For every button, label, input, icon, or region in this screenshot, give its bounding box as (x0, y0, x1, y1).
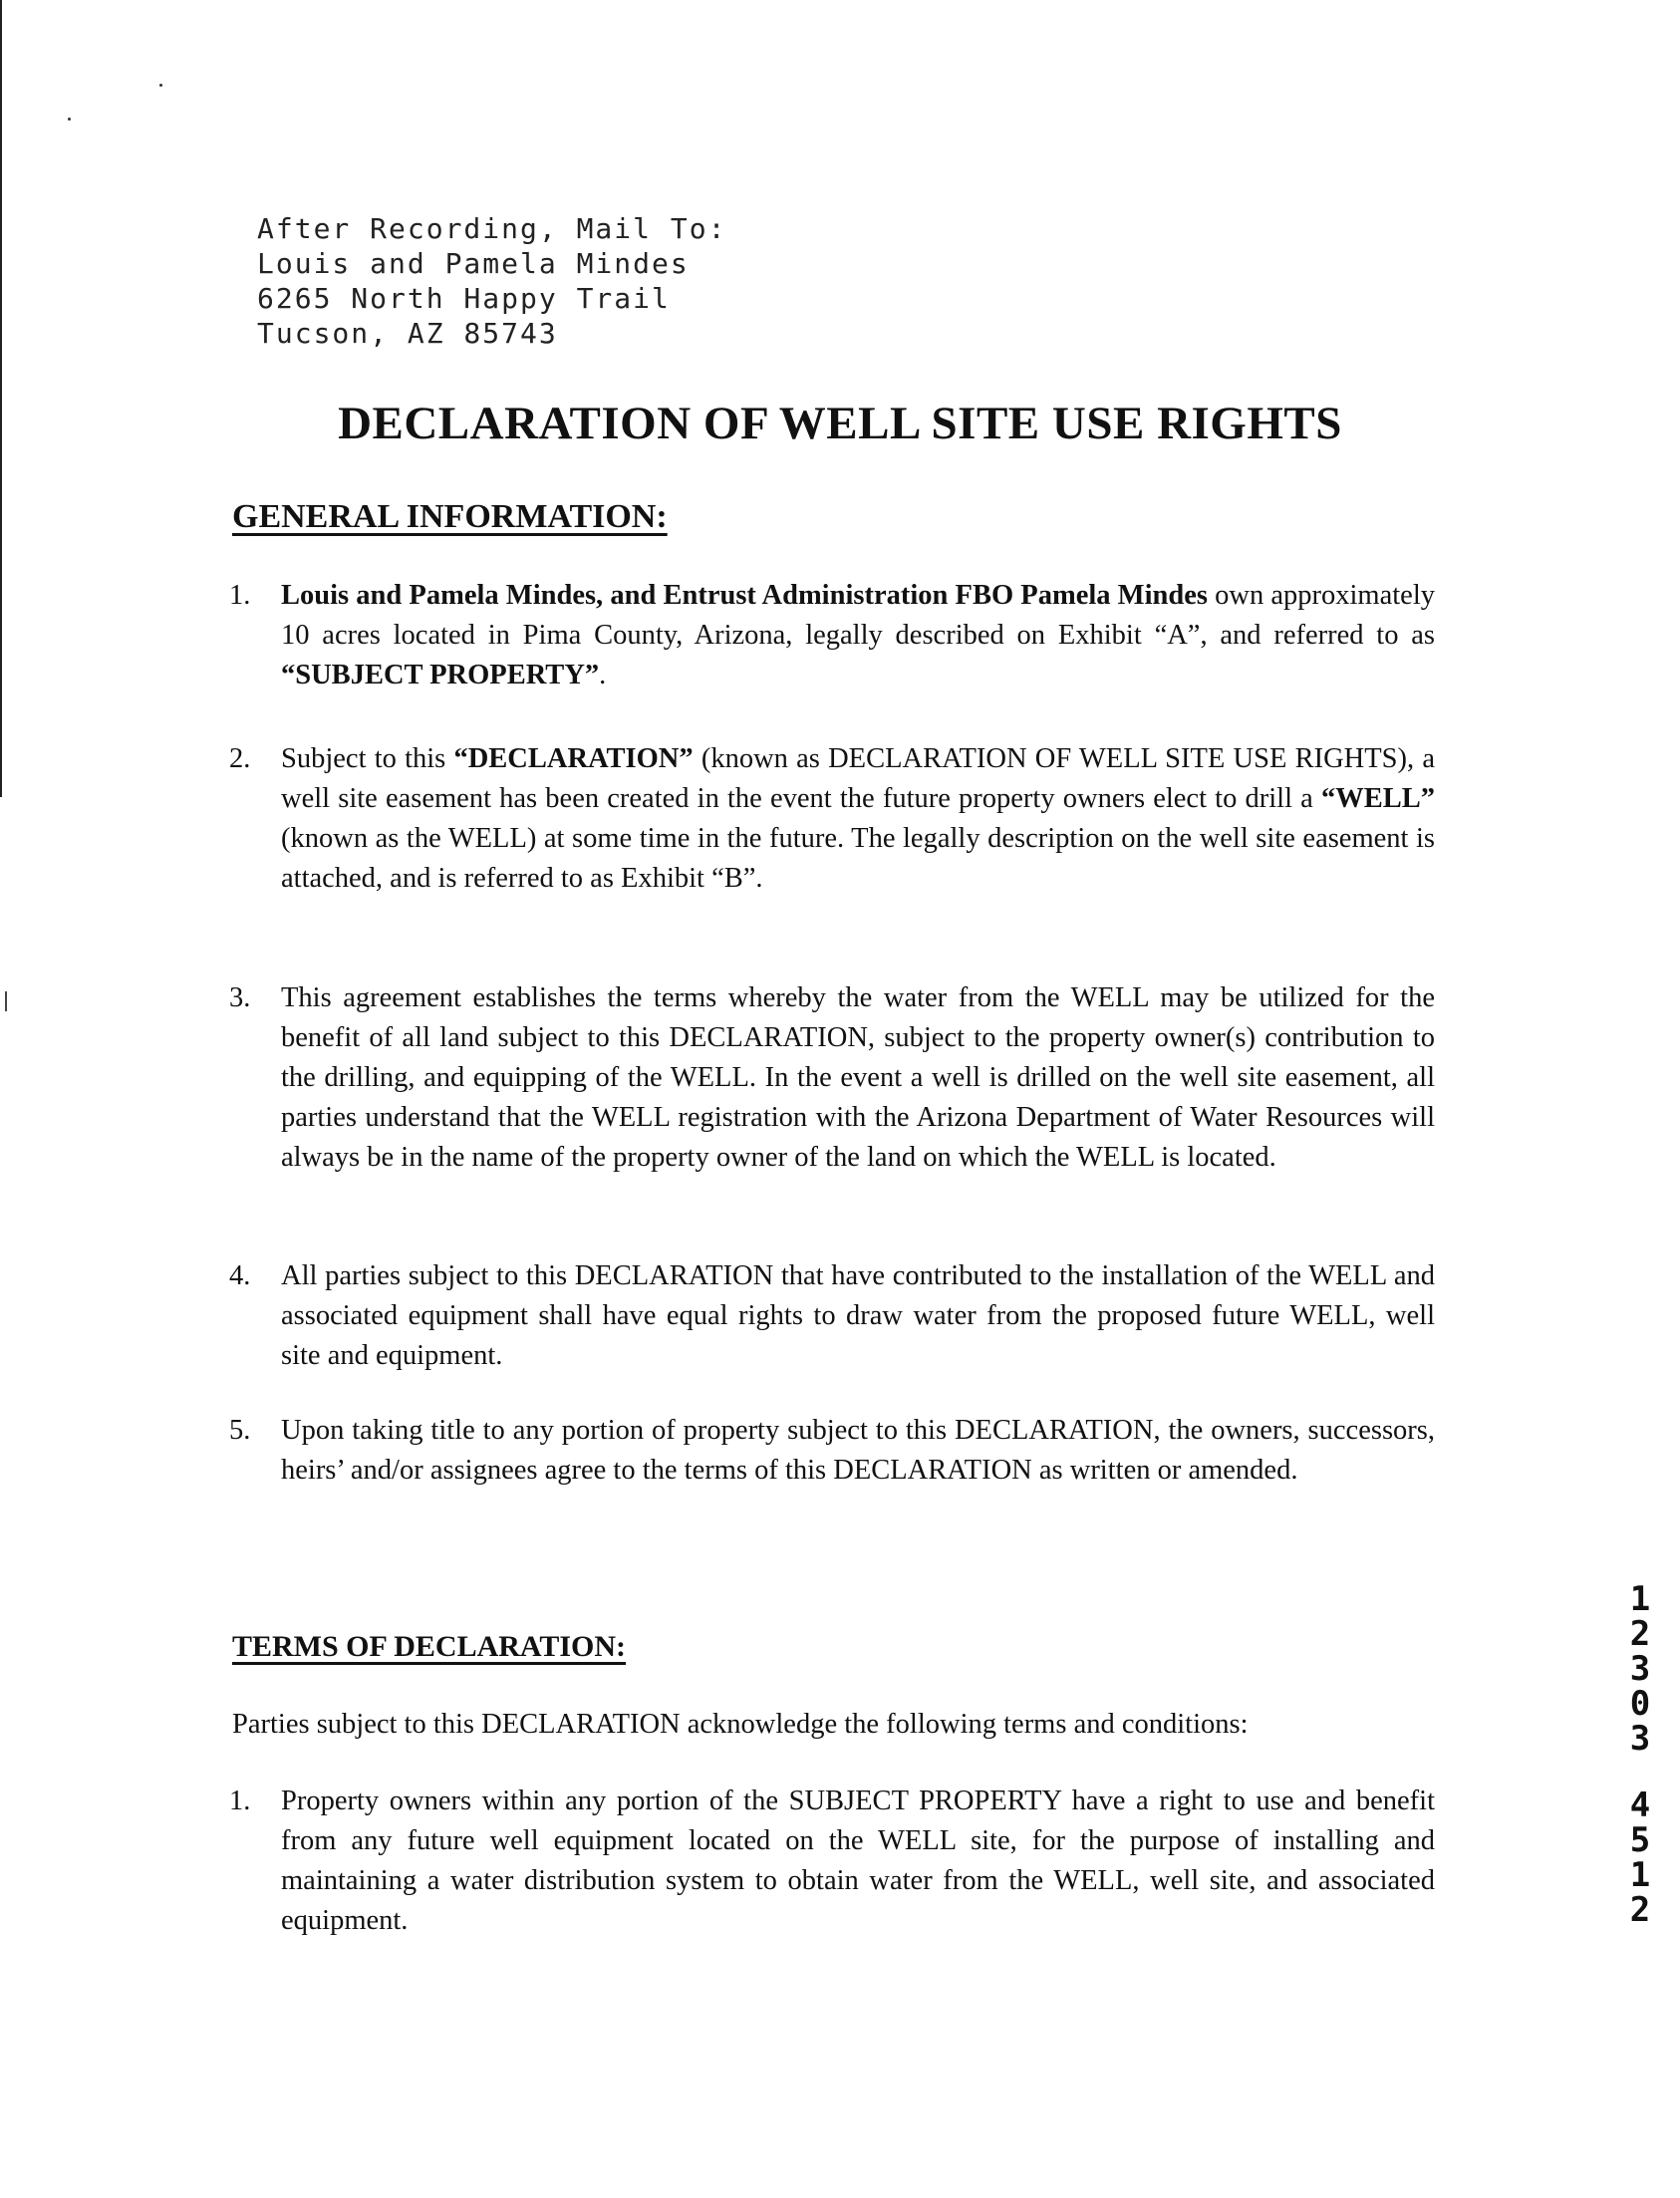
item-text: Upon taking title to any portion of property subject to this DECLARATION, the owners, successors, heirs’ and/or assignees agree to the terms of this DECLARATION as written or amended. (281, 1415, 1435, 1486)
stamp-digit: 3 (1629, 1719, 1651, 1759)
general-item-3 (229, 978, 1435, 1178)
item-number: 2. (229, 743, 251, 774)
item-text: This agreement establishes the terms whereby the water from the WELL may be utilized for the benefit of all land subject to this DECLARATION, subject to the property owner(s) contribution to the drilling, and equipping of the WELL. In the event a well is drilled on the well site easement, all parties understand that the WELL registration with the Arizona Department of Water Resources will always be in the name of the property owner of the land on which the WELL is located. (281, 982, 1435, 1173)
item-text: All parties subject to this DECLARATION that have contributed to the installation of the WELL and associated equipment shall have equal rights to draw water from the proposed future WELL, well site and equipment. (281, 1260, 1435, 1371)
item-number: 1. (229, 1786, 251, 1816)
recording-number-stamp (1620, 1579, 1660, 1930)
item-text: . (599, 660, 607, 690)
general-information-heading: GENERAL INFORMATION: (232, 498, 668, 535)
general-item-1 (229, 576, 1435, 695)
terms-of-declaration-heading: TERMS OF DECLARATION: (232, 1630, 627, 1663)
declaration-term: “DECLARATION” (453, 743, 694, 774)
subject-property-term: “SUBJECT PROPERTY” (281, 660, 600, 690)
item-number: 3. (229, 982, 251, 1013)
mail-to-line: Louis and Pamela Mindes (257, 247, 690, 280)
stamp-digit: 4 (1629, 1786, 1651, 1825)
stamp-digit: 0 (1629, 1684, 1651, 1724)
mail-to-line: Tucson, AZ 85743 (257, 317, 558, 350)
stamp-digit: 2 (1629, 1614, 1651, 1654)
general-item-4 (229, 1256, 1435, 1376)
item-text: (known as the WELL) at some time in the future. The legally description on the well site easement is attached, and is referred to as Exhibit “B”. (281, 823, 1435, 894)
stamp-digit: 1 (1629, 1855, 1651, 1895)
stamp-digit: 2 (1629, 1890, 1651, 1930)
mail-to-block (257, 211, 726, 351)
stamp-digit: 5 (1629, 1820, 1651, 1860)
item-number: 1. (229, 580, 251, 611)
general-item-2 (229, 739, 1435, 899)
scan-speck (159, 84, 162, 87)
item-text: own approximately 10 acres located in Pima County, Arizona, legally described on Exhibit “A”, and referred to as (281, 580, 1435, 651)
mail-to-line: After Recording, Mail To: (257, 212, 727, 245)
document-title: DECLARATION OF WELL SITE USE RIGHTS (338, 398, 1342, 449)
owner-names: Louis and Pamela Mindes, and Entrust Administration FBO Pamela Mindes (281, 580, 1208, 611)
terms-intro: Parties subject to this DECLARATION acknowledge the following terms and conditions: (232, 1709, 1249, 1740)
stamp-digit: 3 (1629, 1649, 1651, 1689)
item-number: 5. (229, 1415, 251, 1446)
item-text: Property owners within any portion of the SUBJECT PROPERTY have a right to use and benefit from any future well equipment located on the WELL site, for the purpose of installing and maintaining a water distribution system to obtain water from the WELL, well site, and associated equipment. (281, 1786, 1435, 1936)
stamp-digit: 1 (1629, 1579, 1651, 1619)
scan-speck (68, 118, 71, 121)
item-number: 4. (229, 1260, 251, 1291)
scan-edge-mark (5, 991, 7, 1011)
item-text: (known as DECLARATION OF WELL SITE USE RIGHTS), a well site easement has been created in the event the future property owners elect to drill a (281, 743, 1435, 814)
item-text: Subject to this (281, 743, 454, 774)
well-term: “WELL” (1320, 783, 1435, 814)
general-item-5 (229, 1411, 1435, 1491)
terms-item-1 (229, 1782, 1435, 1941)
mail-to-line: 6265 North Happy Trail (257, 282, 671, 315)
